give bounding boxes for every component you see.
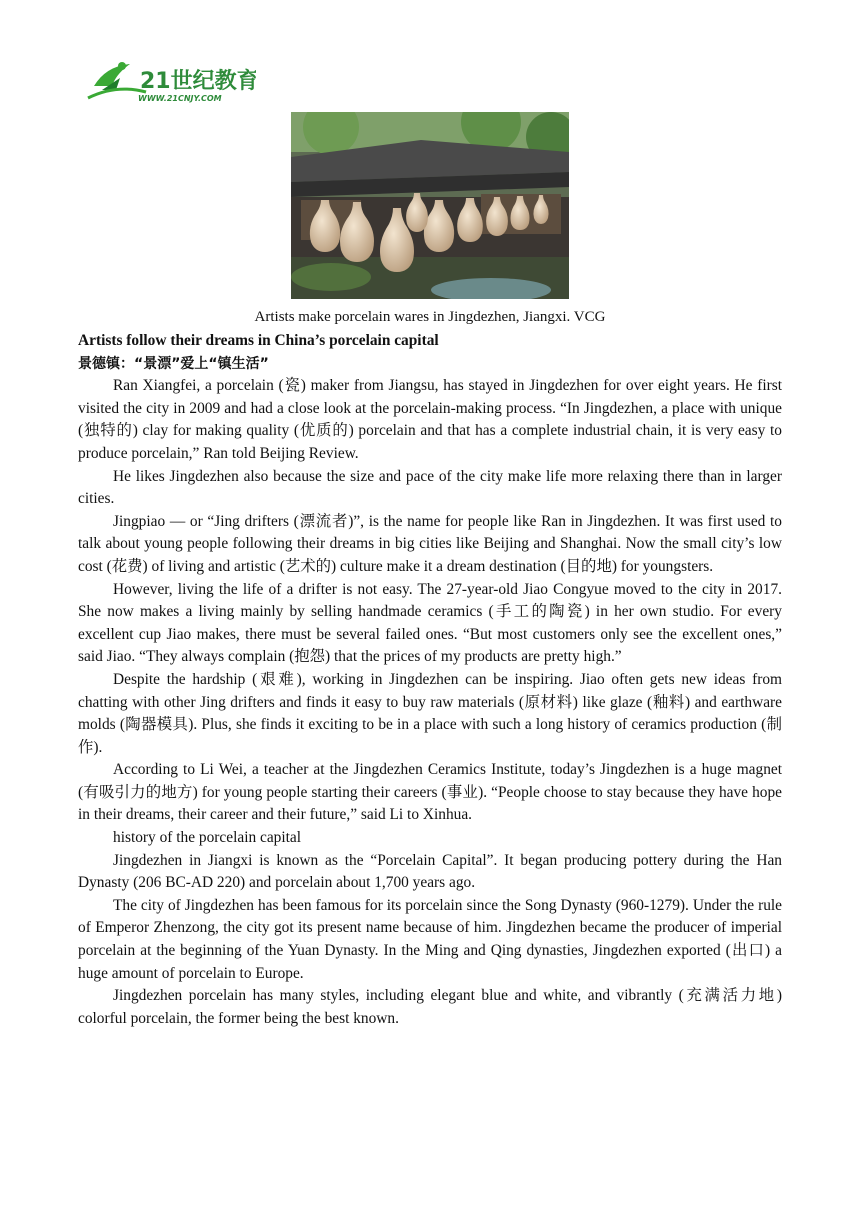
article [78,330,782,1030]
article-paragraph: He likes Jingdezhen also because the size and pace of the city make life more relaxing there than in larger cities. [78,467,782,508]
logo-runner-icon [86,56,256,104]
logo-url-text: WWW.21CNJY.COM [138,94,222,103]
article-paragraph: Ran Xiangfei, a porcelain (瓷) maker from Jiangsu, has stayed in Jingdezhen for over eight years. He first visited the city in 2009 and had a close look at the porcelain-making process. “In Jingdezhen, a place with unique (独特的) clay for making quality (优质的) porcelain and that has a complete industrial chain, it is very easy to produce porcelain,” Ran told Beijing Review. [78,377,782,462]
article-paragraph: Jingpiao — or “Jing drifters (漂流者)”, is the name for people like Ran in Jingdezhen. It was first used to talk about young people following their dreams in big cities like Beijing and Shanghai. Now the small city’s low cost (花费) of living and artistic (艺术的) culture make it a dream destination (目的地) for youngsters. [78,512,782,575]
article-paragraph: Jingdezhen in Jiangxi is known as the “Porcelain Capital”. It began producing pottery during the Han Dynasty (206 BC-AD 220) and porcelain about 1,700 years ago. [78,851,782,892]
logo [86,56,256,104]
section-heading: history of the porcelain capital [113,829,302,847]
logo-brand-text: 21世纪教育 [140,69,256,94]
porcelain-photo [291,112,569,299]
article-subtitle: 景德镇：“景漂”爱上“镇生活” [78,355,269,372]
article-paragraph: The city of Jingdezhen has been famous for its porcelain since the Song Dynasty (960-1279). Under the rule of Emperor Zhenzong, the city got its present name because of him. Jingdezhen became the producer of imperial porcelain at the beginning of the Yuan Dynasty. In the Ming and Qing dynasties, Jingdezhen exported (出口) a huge amount of porcelain to Europe. [78,896,782,982]
photo-caption: Artists make porcelain wares in Jingdezhen, Jiangxi. VCG [254,309,606,325]
article-paragraph: According to Li Wei, a teacher at the Jingdezhen Ceramics Institute, today’s Jingdezhen is a huge magnet (有吸引力的地方) for young people starting their careers (事业). “People choose to stay because they have hope in their dreams, their career and their future,” said Li to Xinhua. [78,761,782,824]
article-paragraph: Despite the hardship (艰难), working in Jingdezhen can be inspiring. Jiao often gets new ideas from chatting with other Jing drifters and finds it easy to buy raw materials (原材料) like glaze (釉料) and earthware molds (陶器模具). Plus, she finds it exciting to be in a place with such a long history of ceramics production (制作). [78,670,782,756]
article-paragraph: However, living the life of a drifter is not easy. The 27-year-old Jiao Congyue moved to the city in 2017. She now makes a living mainly by selling handmade ceramics (手工的陶瓷) in her own studio. For every excellent cup Jiao makes, there must be several failed ones. “But most customers only see the excellent ones,” said Jiao. “They always complain (抱怨) that the prices of my products are pretty high.” [78,580,782,666]
article-paragraph: Jingdezhen porcelain has many styles, including elegant blue and white, and vibrantly (充满活力地) colorful porcelain, the former being the best known. [78,987,782,1027]
article-title: Artists follow their dreams in China’s porcelain capital [78,332,439,349]
